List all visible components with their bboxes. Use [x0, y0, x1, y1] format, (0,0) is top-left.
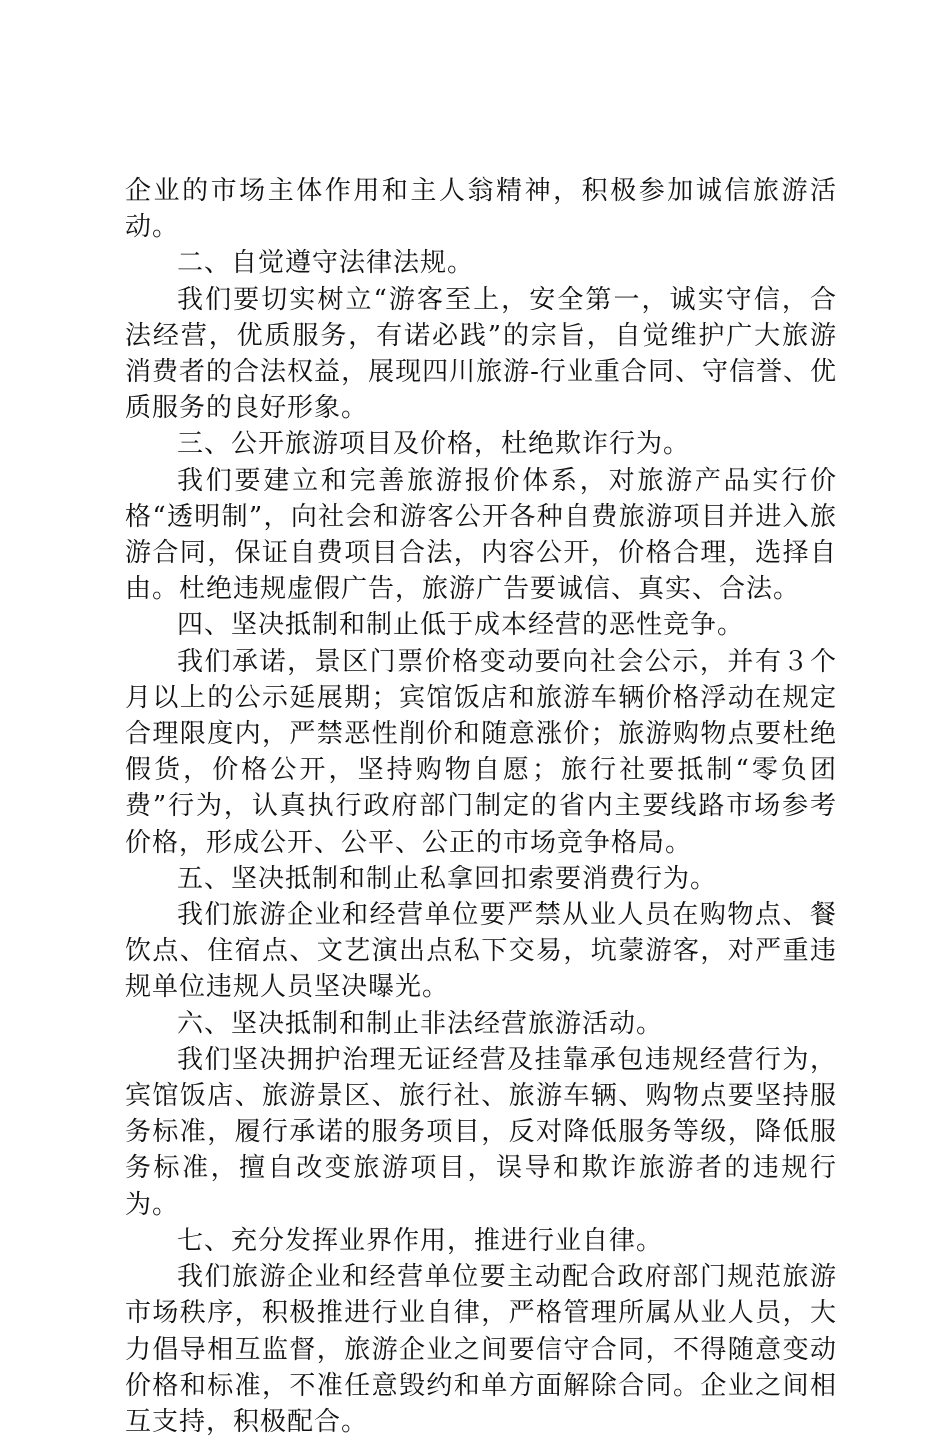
section-heading-7: 七、充分发挥业界作用，推进行业自律。 — [177, 1225, 664, 1256]
section-heading-6: 六、坚决抵制和制止非法经营旅游活动。 — [177, 1008, 664, 1039]
section-heading-5: 五、坚决抵制和制止私拿回扣索要消费行为。 — [177, 863, 718, 894]
section-heading-3: 三、公开旅游项目及价格，杜绝欺诈行为。 — [177, 429, 691, 460]
section-heading-2: 二、自觉遵守法律法规。 — [177, 248, 475, 279]
section-body-2: 我们要切实树立“游客至上，安全第一，诚实守信，合法经营，优质服务，有诺必践”的宗旨，自觉维护广大旅游消费者的合法权益，展现四川旅游-行业重合同、守信誉、优质服务的良好形象。 — [125, 284, 837, 424]
section-body-5: 我们旅游企业和经营单位要严禁从业人员在购物点、餐饮点、住宿点、文艺演出点私下交易，坑蒙游客，对严重违规单位违规人员坚决曝光。 — [125, 900, 837, 1003]
paragraph-continuation: 企业的市场主体作用和主人翁精神，积极参加诚信旅游活动。 — [125, 176, 837, 243]
section-body-4: 我们承诺，景区门票价格变动要向社会公示，并有３个月以上的公示延展期；宾馆饭店和旅游车辆价格浮动在规定合理限度内，严禁恶性削价和随意涨价；旅游购物点要杜绝假货，价格公开，坚持购物自愿；旅行社要抵制“零负团费”行为，认真执行政府部门制定的省内主要线路市场参考价格，形成公开、公平、公正的市场竞争格局。 — [125, 646, 837, 858]
section-body-7: 我们旅游企业和经营单位要主动配合政府部门规范旅游市场秩序，积极推进行业自律，严格管理所属从业人员，大力倡导相互监督，旅游企业之间要信守合同，不得随意变动价格和标准，不准任意毁约和单方面解除合同。企业之间相互支持，积极配合。 — [125, 1262, 837, 1437]
section-body-3: 我们要建立和完善旅游报价体系，对旅游产品实行价格“透明制”，向社会和游客公开各种自费旅游项目并进入旅游合同，保证自费项目合法，内容公开，价格合理，选择自由。杜绝违规虚假广告，旅游广告要诚信、真实、合法。 — [125, 465, 837, 605]
section-body-6: 我们坚决拥护治理无证经营及挂靠承包违规经营行为，宾馆饭店、旅游景区、旅行社、旅游车辆、购物点要坚持服务标准，履行承诺的服务项目，反对降低服务等级，降低服务标准，擅自改变旅游项目，误导和欺诈旅游者的违规行为。 — [125, 1044, 837, 1220]
section-heading-4: 四、坚决抵制和制止低于成本经营的恶性竞争。 — [177, 610, 745, 641]
document-body — [125, 173, 837, 1440]
